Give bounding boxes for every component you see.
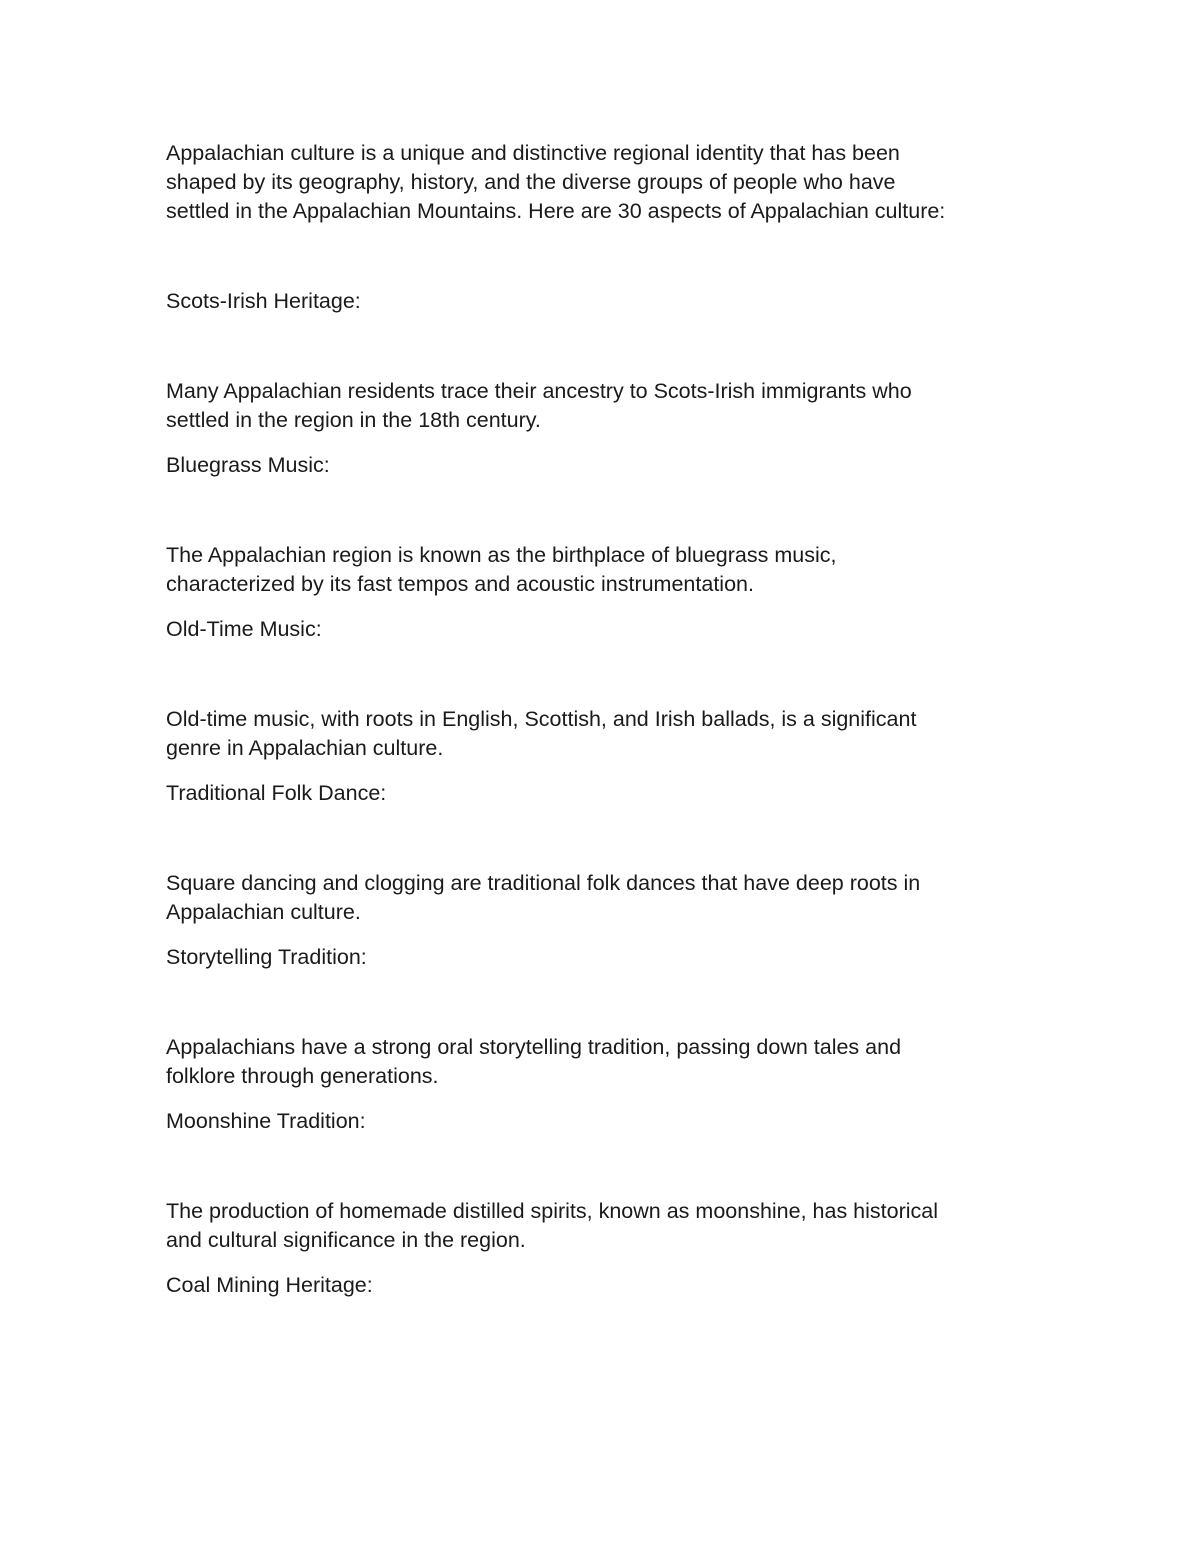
intro-line-2: shaped by its geography, history, and the diverse groups of people who have [166,170,896,194]
section-heading-coal-mining: Coal Mining Heritage: [166,1273,373,1297]
section-heading-scots-irish: Scots-Irish Heritage: [166,289,361,313]
section-body-line: folklore through generations. [166,1064,439,1088]
section-body-line: The Appalachian region is known as the birthplace of bluegrass music, [166,543,837,567]
section-body-line: Appalachians have a strong oral storytelling tradition, passing down tales and [166,1035,902,1059]
section-heading-folk-dance: Traditional Folk Dance: [166,781,387,805]
section-body-line: Many Appalachian residents trace their ancestry to Scots-Irish immigrants who [166,379,912,403]
intro-line-1: Appalachian culture is a unique and distinctive regional identity that has been [166,141,900,165]
section-body-line: The production of homemade distilled spirits, known as moonshine, has historical [166,1199,939,1223]
section-body-line: Square dancing and clogging are traditional folk dances that have deep roots in [166,871,921,895]
section-body-line: genre in Appalachian culture. [166,736,444,760]
section-heading-moonshine: Moonshine Tradition: [166,1109,366,1133]
section-heading-bluegrass: Bluegrass Music: [166,453,330,477]
section-body-line: Old-time music, with roots in English, Scottish, and Irish ballads, is a significant [166,707,917,731]
section-heading-old-time-music: Old-Time Music: [166,617,322,641]
section-body-line: and cultural significance in the region. [166,1228,526,1252]
intro-line-3: settled in the Appalachian Mountains. Here are 30 aspects of Appalachian culture: [166,199,946,223]
section-heading-storytelling: Storytelling Tradition: [166,945,367,969]
section-body-line: settled in the region in the 18th century. [166,408,541,432]
section-body-line: characterized by its fast tempos and acoustic instrumentation. [166,572,754,596]
section-body-line: Appalachian culture. [166,900,361,924]
